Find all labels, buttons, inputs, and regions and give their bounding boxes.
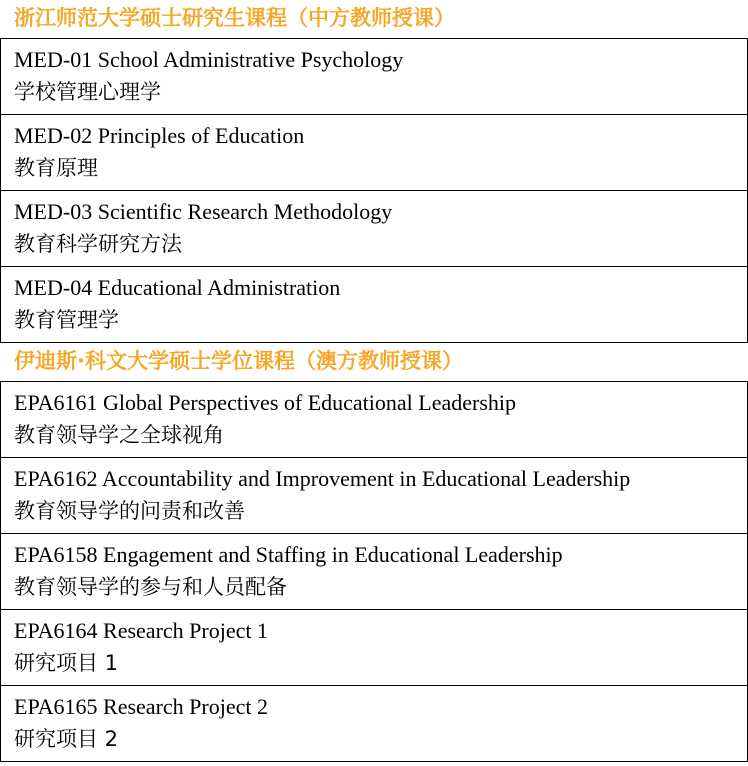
course-table-zjnu <box>0 38 748 343</box>
course-name-en: EPA6164 Research Project 1 <box>14 618 268 643</box>
table-row <box>1 39 748 115</box>
course-name-en: MED-04 Educational Administration <box>14 275 341 300</box>
course-table-ecu <box>0 381 748 762</box>
table-row <box>1 267 748 343</box>
course-name-zh: 研究项目 1 <box>14 651 119 675</box>
course-cell <box>1 458 748 534</box>
course-cell <box>1 191 748 267</box>
table-row <box>1 610 748 686</box>
course-cell <box>1 382 748 458</box>
course-cell <box>1 39 748 115</box>
course-name-zh: 教育领导学的问责和改善 <box>14 499 245 523</box>
course-name-zh: 研究项目 2 <box>14 727 119 751</box>
course-name-zh: 教育原理 <box>14 156 98 180</box>
course-name-en: EPA6162 Accountability and Improvement in Educational Leadership <box>14 466 631 491</box>
table-row <box>1 686 748 762</box>
course-name-en: EPA6165 Research Project 2 <box>14 694 268 719</box>
table-row <box>1 534 748 610</box>
course-name-en: MED-01 School Administrative Psychology <box>14 47 404 72</box>
section-header-ecu: 伊迪斯·科文大学硕士学位课程（澳方教师授课） <box>14 349 463 373</box>
course-name-zh: 教育领导学的参与和人员配备 <box>14 575 287 599</box>
course-name-en: MED-03 Scientific Research Methodology <box>14 199 393 224</box>
course-cell <box>1 115 748 191</box>
course-name-en: EPA6158 Engagement and Staffing in Educational Leadership <box>14 542 563 567</box>
course-cell <box>1 686 748 762</box>
course-cell <box>1 534 748 610</box>
course-name-en: MED-02 Principles of Education <box>14 123 305 148</box>
course-name-zh: 教育管理学 <box>14 308 119 332</box>
table-row <box>1 382 748 458</box>
course-name-zh: 学校管理心理学 <box>14 80 161 104</box>
table-row <box>1 191 748 267</box>
table-row <box>1 115 748 191</box>
course-name-zh: 教育科学研究方法 <box>14 232 182 256</box>
course-name-en: EPA6161 Global Perspectives of Educational Leadership <box>14 390 517 415</box>
course-cell <box>1 267 748 343</box>
section-header-zjnu: 浙江师范大学硕士研究生课程（中方教师授课） <box>14 6 455 30</box>
course-name-zh: 教育领导学之全球视角 <box>14 423 224 447</box>
course-cell <box>1 610 748 686</box>
table-row <box>1 458 748 534</box>
